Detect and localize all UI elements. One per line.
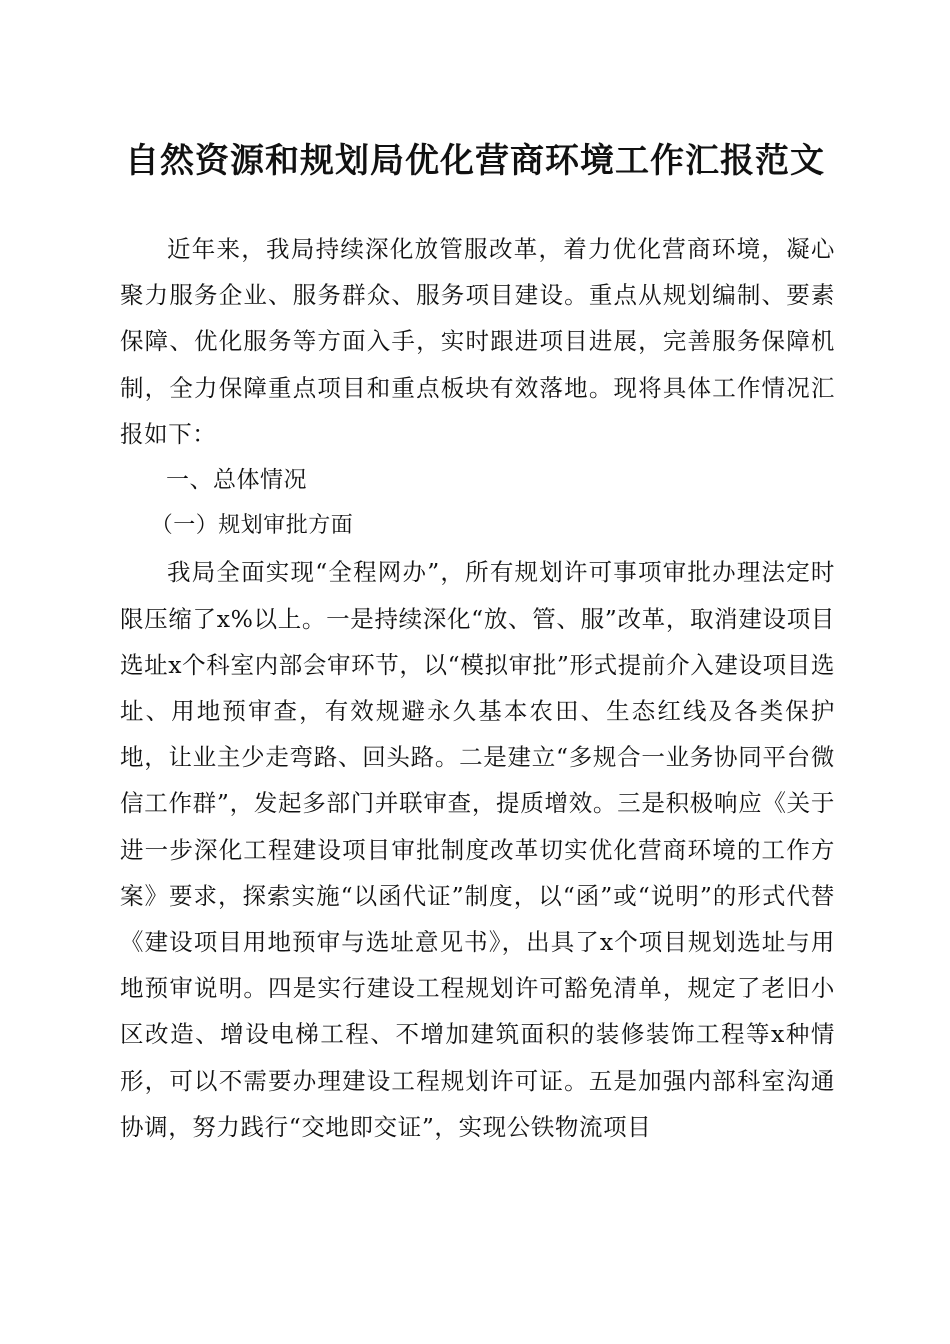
document-body xyxy=(120,226,835,1150)
body-paragraph: 我局全面实现“全程网办”，所有规划许可事项审批办理法定时限压缩了x%以上。一是持续深化“放、管、服”改革，取消建设项目选址x个科室内部会审环节，以“模拟审批”形式提前介入建设项目选址、用地预审查，有效规避永久基本农田、生态红线及各类保护地，让业主少走弯路、回头路。二是建立“多规合一业务协同平台微信工作群”，发起多部门并联审查，提质增效。三是积极响应《关于进一步深化工程建设项目审批制度改革切实优化营商环境的工作方案》要求，探索实施“以函代证”制度，以“函”或“说明”的形式代替《建设项目用地预审与选址意见书》，出具了x个项目规划选址与用地预审说明。四是实行建设工程规划许可豁免清单，规定了老旧小区改造、增设电梯工程、不增加建筑面积的装修装饰工程等x种情形，可以不需要办理建设工程规划许可证。五是加强内部科室沟通协调，努力践行“交地即交证”，实现公铁物流项目 xyxy=(120,558,835,1141)
section-heading: 一、总体情况 xyxy=(166,467,307,494)
document-title: 自然资源和规划局优化营商环境工作汇报范文 xyxy=(125,141,825,181)
intro-paragraph: 近年来，我局持续深化放管服改革，着力优化营商环境，凝心聚力服务企业、服务群众、服务项目建设。重点从规划编制、要素保障、优化服务等方面入手，实时跟进项目进展，完善服务保障机制，全力保障重点项目和重点板块有效落地。现将具体工作情况汇报如下： xyxy=(120,235,835,448)
subsection-heading: （一）规划审批方面 xyxy=(150,513,354,539)
